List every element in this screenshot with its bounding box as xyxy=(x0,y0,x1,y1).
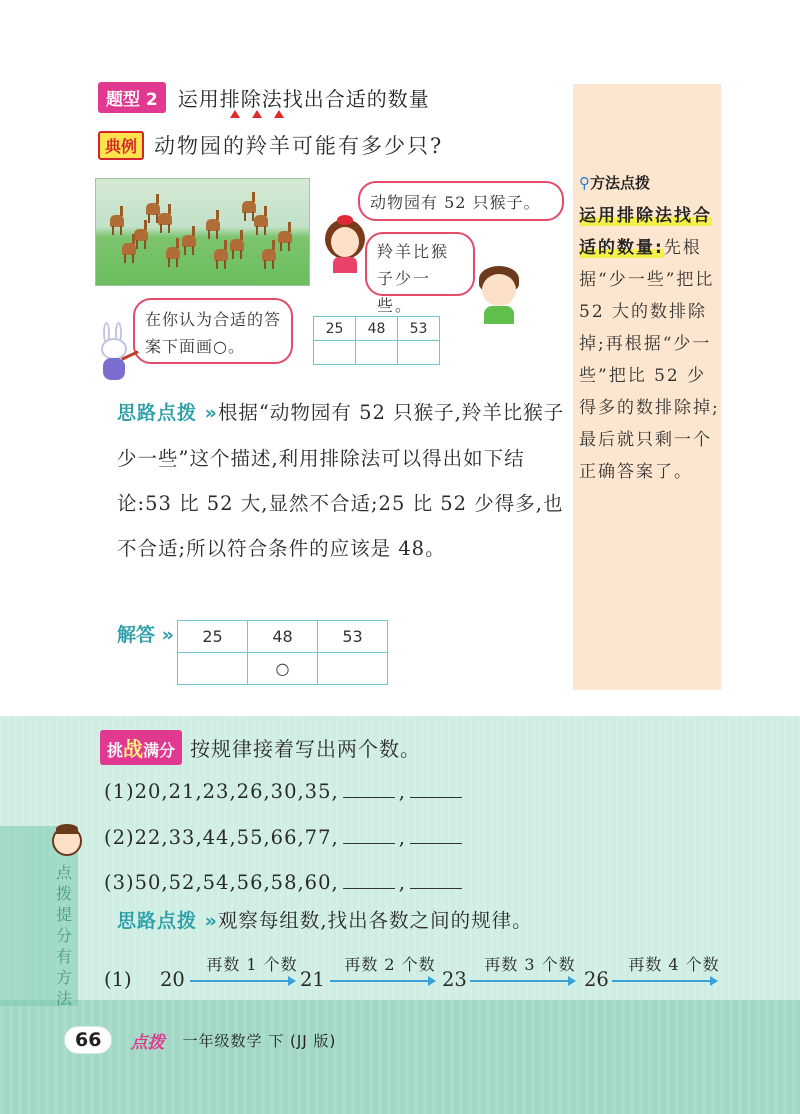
answer-cell: 25 xyxy=(178,621,248,653)
chain-prefix: (1) xyxy=(104,968,132,991)
sequence-row-1: (1)20,21,23,26,30,35, , xyxy=(104,780,466,803)
answer-blank[interactable] xyxy=(343,826,395,844)
answer-blank[interactable] xyxy=(343,780,395,798)
answer-table xyxy=(177,620,388,685)
question-type-header xyxy=(98,82,430,113)
page-footer xyxy=(64,1026,336,1054)
rabbit-speech-bubble: 在你认为合适的答案下面画○。 xyxy=(133,298,293,364)
page-number: 66 xyxy=(64,1026,112,1054)
question-type-tag: 题型 2 xyxy=(98,82,166,113)
brand-logo: 点拨 xyxy=(130,1032,165,1053)
method-tip-text xyxy=(579,200,721,488)
boy-speech-bubble: 羚羊比猴子少一些。 xyxy=(365,232,475,296)
analysis-text: 根据“动物园有 52 只猴子,羚羊比猴子少一些”这个描述,利用排除法可以得出如下结论:53 比 52 大,显然不合适;25 比 52 少得多,也不合适;所以符合条件的应该是 48。 xyxy=(117,401,565,560)
chain-step-label: 再数 1 个数 xyxy=(206,955,298,974)
option-cell: 48 xyxy=(356,317,398,341)
example-question: 动物园的羚羊可能有多少只? xyxy=(154,134,444,158)
antelope-illustration xyxy=(95,178,310,286)
chain-step-label: 再数 4 个数 xyxy=(628,955,720,974)
question-type-title: 运用排除法找出合适的数量 xyxy=(177,87,430,111)
pattern-chain xyxy=(104,952,744,998)
analysis-paragraph: 思路点拨 »根据“动物园有 52 只猴子,羚羊比猴子少一些”这个描述,利用排除法可以得出如下结论:53 比 52 大,显然不合适;25 比 52 少得多,也不合适;所以符合条件的应该是 48。 xyxy=(117,401,565,560)
method-tip-highlight: 运用排除法找合适的数量: xyxy=(579,206,712,258)
answer-blank[interactable] xyxy=(410,871,462,889)
method-tip-heading: ⚲方法点拨 xyxy=(579,174,651,192)
answer-label: 解答 » xyxy=(117,624,174,646)
emphasis-marks xyxy=(230,110,290,120)
answer-mark-cell xyxy=(178,653,248,685)
challenge-background-bottom xyxy=(0,1000,800,1114)
rabbit-character xyxy=(95,322,135,382)
option-mark-cell[interactable] xyxy=(356,341,398,365)
pin-icon: ⚲ xyxy=(579,174,590,192)
challenge-analysis: 思路点拨 »观察每组数,找出各数之间的规律。 xyxy=(117,909,533,932)
answer-mark-cell xyxy=(318,653,388,685)
arrow-right-icon xyxy=(190,980,294,982)
challenge-analysis-text: 观察每组数,找出各数之间的规律。 xyxy=(217,909,533,932)
margin-vertical-text: 点拨提分有方法 xyxy=(56,863,73,1008)
chain-step-label: 再数 3 个数 xyxy=(484,955,576,974)
sequence-row-2: (2)22,33,44,55,66,77, , xyxy=(104,826,466,849)
arrow-right-icon xyxy=(612,980,716,982)
answer-cell: 48 xyxy=(248,621,318,653)
method-tip-panel xyxy=(573,84,721,690)
chain-number: 23 xyxy=(442,968,467,991)
option-cell: 25 xyxy=(314,317,356,341)
analysis-label: 思路点拨 xyxy=(117,402,198,424)
example-header xyxy=(98,130,443,160)
answer-cell: 53 xyxy=(318,621,388,653)
book-title: 一年级数学 下 (JJ 版) xyxy=(182,1031,337,1050)
method-tip-body: 先根据“少一些”把比 52 大的数排除掉;再根据“少一些”把比 52 少得多的数排除掉;最后就只剩一个正确答案了。 xyxy=(579,238,720,482)
girl-character xyxy=(323,215,367,273)
chain-step-label: 再数 2 个数 xyxy=(344,955,436,974)
chain-number: 20 xyxy=(160,968,185,991)
sequence-row-3: (3)50,52,54,56,58,60, , xyxy=(104,871,466,894)
arrow-right-icon xyxy=(330,980,434,982)
answer-mark-cell: ○ xyxy=(248,653,318,685)
chain-number: 26 xyxy=(584,968,609,991)
option-cell: 53 xyxy=(398,317,440,341)
challenge-tag: 挑战满分 xyxy=(100,730,182,765)
arrow-right-icon xyxy=(470,980,574,982)
challenge-instruction: 按规律接着写出两个数。 xyxy=(190,737,422,761)
option-mark-cell[interactable] xyxy=(398,341,440,365)
answer-blank[interactable] xyxy=(343,871,395,889)
mascot-face-icon xyxy=(52,826,82,856)
answer-blank[interactable] xyxy=(410,826,462,844)
example-tag: 典例 xyxy=(98,131,144,160)
answer-blank[interactable] xyxy=(410,780,462,798)
challenge-analysis-label: 思路点拨 xyxy=(117,910,198,932)
girl-speech-bubble: 动物园有 52 只猴子。 xyxy=(358,181,564,221)
chain-number: 21 xyxy=(300,968,325,991)
option-mark-cell[interactable] xyxy=(314,341,356,365)
challenge-header xyxy=(100,730,421,765)
options-table xyxy=(313,316,440,365)
boy-character xyxy=(476,266,522,324)
